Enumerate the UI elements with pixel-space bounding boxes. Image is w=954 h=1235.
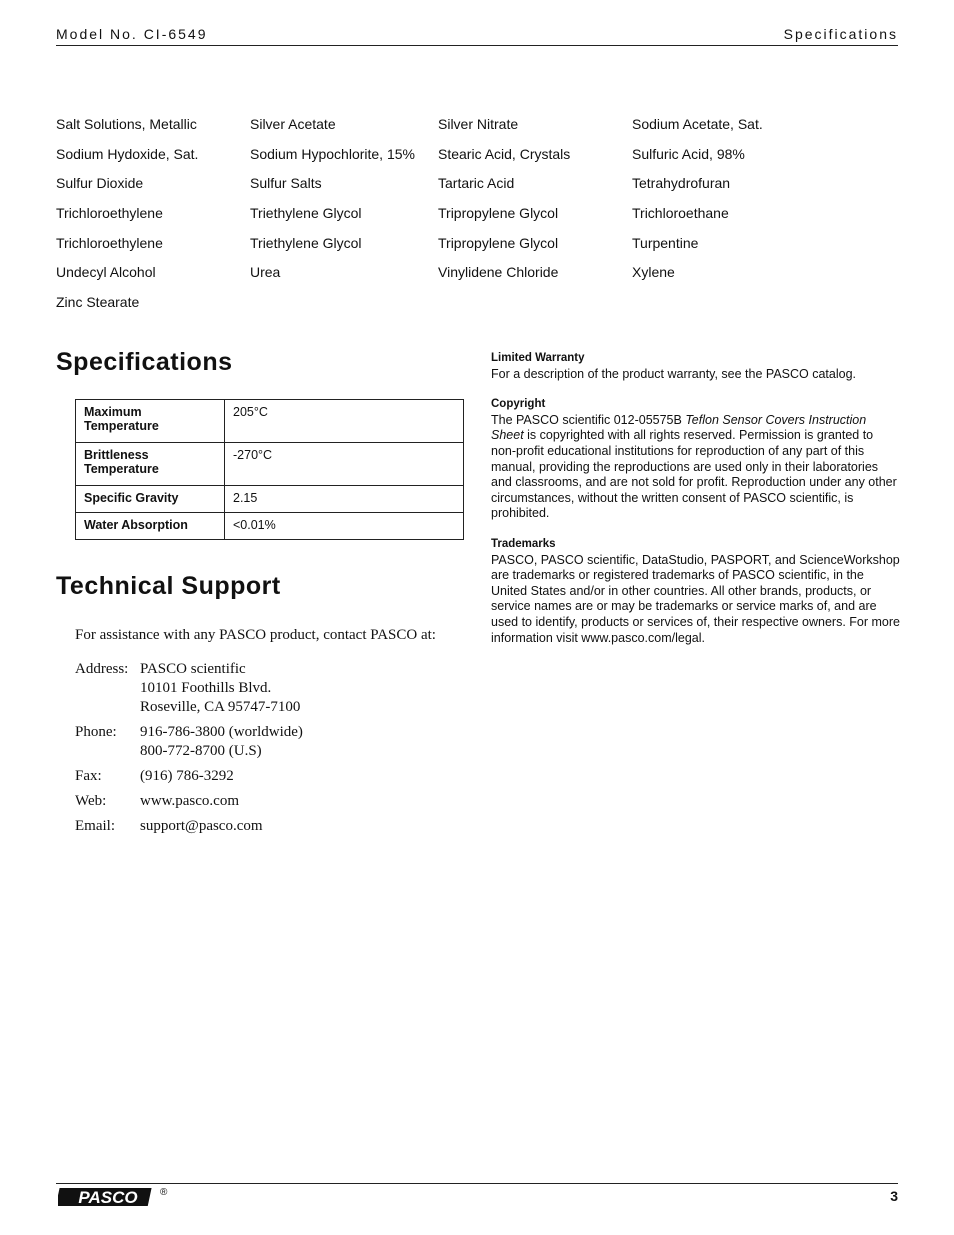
contact-label: Email: <box>75 818 115 834</box>
copyright-doc-title: Teflon Sensor Covers Instruction Sheet <box>491 412 867 443</box>
chemical-name: Salt Solutions, Metallic <box>56 116 197 132</box>
contact-value: (916) 786-3292 <box>140 768 234 784</box>
contact-label: Phone: <box>75 724 117 740</box>
spec-value: -270°C <box>225 443 464 486</box>
warranty-title: Limited Warranty <box>491 352 585 364</box>
contact-value: support@pasco.com <box>140 818 263 834</box>
trademarks-section <box>491 537 901 646</box>
contact-value: 916-786-3800 (worldwide) 800-772-8700 (U.S) <box>140 724 303 759</box>
pasco-logo <box>58 1186 154 1208</box>
table-row <box>56 235 898 265</box>
contact-value: PASCO scientific 10101 Foothills Blvd. Roseville, CA 95747-7100 <box>140 661 301 715</box>
chemical-name: Turpentine <box>632 234 699 251</box>
spec-value: 2.15 <box>225 486 464 513</box>
table-row <box>76 400 464 443</box>
contact-label: Web: <box>75 793 107 809</box>
copyright-text <box>491 413 901 522</box>
logo-text: PASCO <box>78 1188 138 1207</box>
chemical-name: Tartaric Acid <box>438 175 515 192</box>
model-number: Model No. CI-6549 <box>56 26 208 42</box>
chemical-name: Silver Acetate <box>250 116 336 132</box>
contact-item <box>75 660 495 717</box>
chemical-name: Triethylene Glycol <box>250 205 362 222</box>
contact-label: Address: <box>75 661 129 677</box>
copyright-title: Copyright <box>491 398 546 411</box>
chemical-name: Sulfuric Acid, 98% <box>632 145 745 162</box>
copyright-text-pre: The PASCO scientific 012-05575B <box>491 412 686 427</box>
table-row <box>56 146 898 176</box>
page-number: 3 <box>890 1188 898 1204</box>
warranty-text: For a description of the product warranty, see the PASCO catalog. <box>491 366 856 381</box>
contact-value: www.pasco.com <box>140 793 240 809</box>
specifications-table <box>75 399 464 540</box>
table-row <box>56 294 898 324</box>
footer-rule <box>56 1183 898 1184</box>
chemical-name: Sulfur Salts <box>250 175 322 192</box>
spec-key: Brittleness Temperature <box>76 443 225 486</box>
table-row <box>76 513 464 540</box>
chemical-list <box>56 116 898 324</box>
chemical-name: Xylene <box>632 264 675 281</box>
chemical-name: Trichloroethylene <box>56 234 163 251</box>
contact-label: Fax: <box>75 768 102 784</box>
limited-warranty-section <box>491 351 901 382</box>
registered-mark: ® <box>160 1187 168 1198</box>
chemical-name: Tripropylene Glycol <box>438 234 559 251</box>
chemical-name: Triethylene Glycol <box>250 234 362 251</box>
support-intro: For assistance with any PASCO product, contact PASCO at: <box>75 627 436 643</box>
table-row <box>56 116 898 146</box>
chemical-name: Sodium Hydoxide, Sat. <box>56 145 199 162</box>
contact-item <box>75 767 495 786</box>
chemical-name: Urea <box>250 264 281 281</box>
legal-column <box>491 351 901 661</box>
chemical-name: Sodium Hypochlorite, 15% <box>250 145 415 162</box>
copyright-text-post: is copyrighted with all rights reserved. Permission is granted to non-profit educational institutions for reproduction of any part of this manual, providing the reproductions are used only in their laboratories and classrooms, and are not sold for profit. Reproduction under any other circumstances, without the written consent of PASCO scientific, is prohibited. <box>491 428 897 521</box>
chemical-name: Sulfur Dioxide <box>56 175 144 192</box>
trademarks-text: PASCO, PASCO scientific, DataStudio, PASPORT, and ScienceWorkshop are trademarks or registered trademarks of PASCO scientific, in the United States and/or in other countries. All other brands, products, or service names are or may be trademarks or service marks of, and are used to identify, products or services of, their respective owners. For more information visit www.pasco.com/legal. <box>491 552 900 645</box>
table-row <box>76 486 464 513</box>
table-row <box>76 443 464 486</box>
spec-value: 205°C <box>225 400 464 443</box>
copyright-section <box>491 397 901 522</box>
chemical-name: Zinc Stearate <box>56 294 140 311</box>
specifications-heading: Specifications <box>56 348 233 376</box>
chemical-name: Trichloroethane <box>632 205 729 222</box>
technical-support-heading: Technical Support <box>56 572 281 600</box>
contact-item <box>75 723 495 761</box>
chemical-name: Stearic Acid, Crystals <box>438 145 571 162</box>
chemical-name: Trichloroethylene <box>56 205 163 222</box>
table-row <box>56 205 898 235</box>
chemical-name: Tetrahydrofuran <box>632 175 731 192</box>
chemical-name: Vinylidene Chloride <box>438 264 559 281</box>
trademarks-title: Trademarks <box>491 537 556 550</box>
contact-list <box>75 660 495 836</box>
chemical-name: Tripropylene Glycol <box>438 205 559 222</box>
spec-value: <0.01% <box>225 513 464 540</box>
spec-key: Maximum Temperature <box>76 400 225 443</box>
contact-item <box>75 792 495 811</box>
page-header <box>56 26 898 46</box>
spec-key: Specific Gravity <box>76 486 225 513</box>
contact-item <box>75 817 495 836</box>
chemical-name: Silver Nitrate <box>438 116 519 132</box>
table-row <box>56 175 898 205</box>
chemical-name: Sodium Acetate, Sat. <box>632 116 763 132</box>
header-section: Specifications <box>783 26 898 42</box>
spec-key: Water Absorption <box>76 513 225 540</box>
table-row <box>56 264 898 294</box>
technical-support-block <box>75 626 495 842</box>
chemical-name: Undecyl Alcohol <box>56 264 156 281</box>
